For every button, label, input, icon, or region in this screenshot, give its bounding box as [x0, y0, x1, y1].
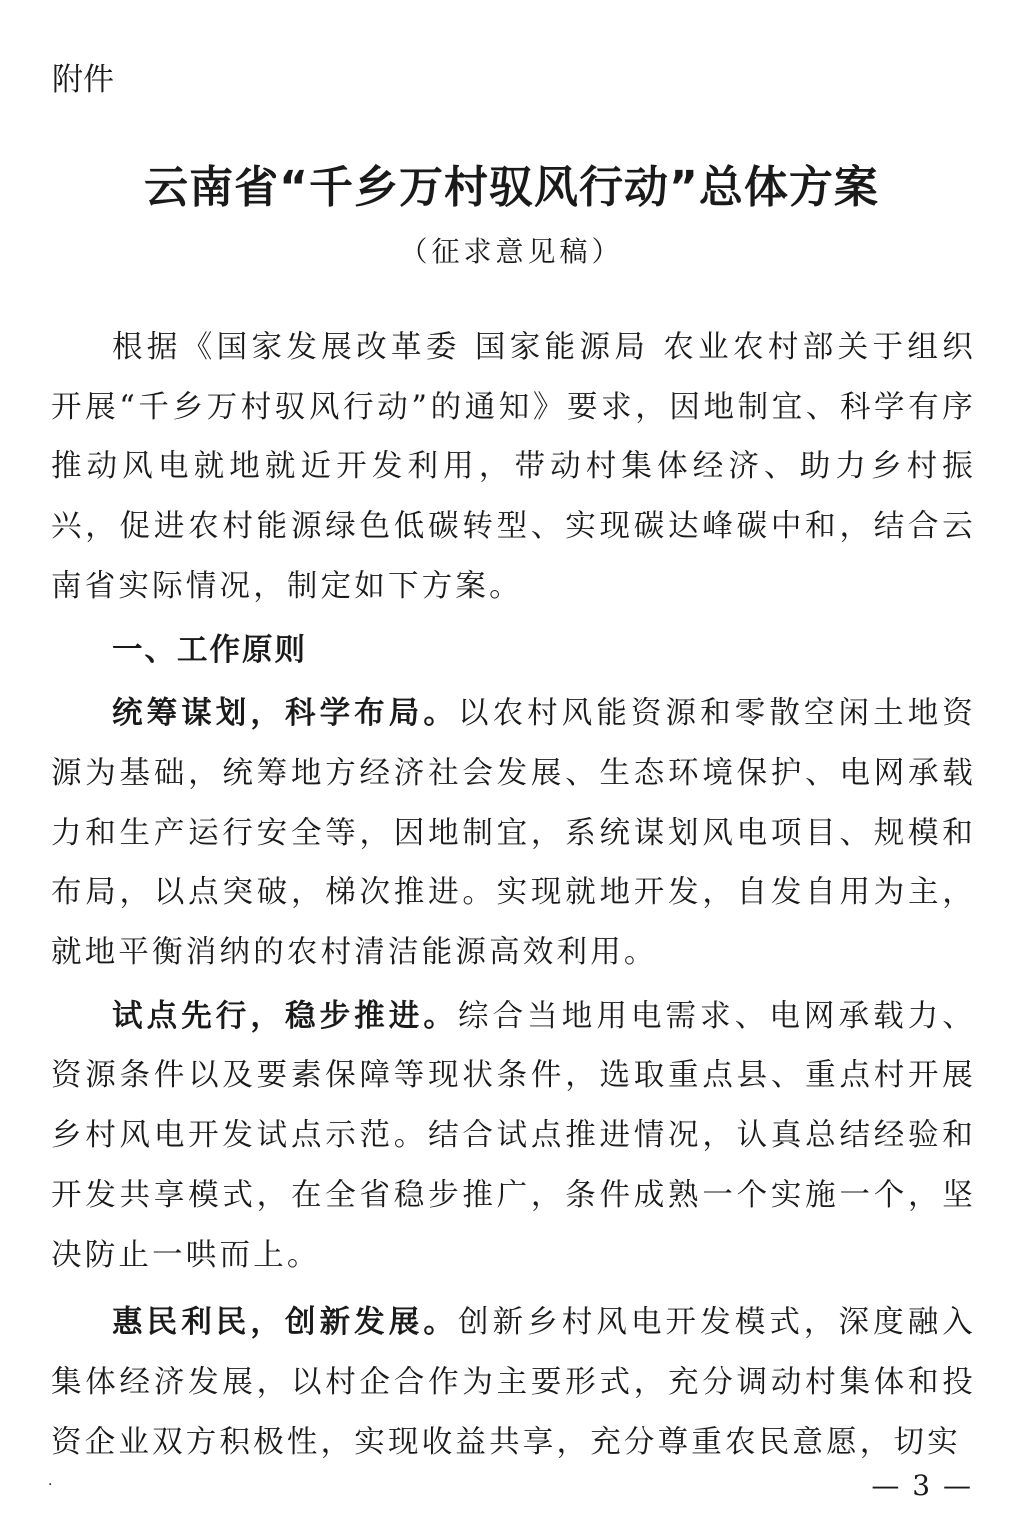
intro-paragraph: 根据《国家发展改革委 国家能源局 农业农村部关于组织开展“千乡万村驭风行动”的通知》要求，因地制宜、科学有序推动风电就地就近开发利用，带动村集体经济、助力乡村振兴，促进农村能源绿色低碳转型、实现碳达峰碳中和，结合云南省实际情况，制定如下方案。: [51, 330, 976, 604]
attachment-label: 附件: [52, 62, 114, 98]
footer-dot: ·: [48, 1477, 53, 1493]
document-subtitle: （征求意见稿）: [399, 235, 624, 268]
principle-text: 综合当地用电需求、电网承载力、资源条件以及要素保障等现状条件，选取重点县、重点村开展乡村风电开发试点示范。结合试点推进情况，认真总结经验和开发共享模式，在全省稳步推广，条件成熟一个实施一个，坚决防止一哄而上。: [51, 998, 977, 1273]
principle-text: 创新乡村风电开发模式，深度融入集体经济发展，以村企合作为主要形式，充分调动村集体和投资企业双方积极性，实现收益共享，充分尊重农民意愿，切实: [51, 1305, 977, 1460]
principle-paragraph: [51, 1293, 976, 1472]
principle-lead: 试点先行，稳步推进。: [112, 998, 458, 1034]
document-body: [51, 318, 976, 1472]
principle-lead: 惠民利民，创新发展。: [112, 1305, 458, 1341]
document-title: 云南省“千乡万村驭风行动”总体方案: [144, 162, 879, 213]
principle-lead: 统筹谋划，科学布局。: [112, 696, 458, 732]
section-heading-principles: 一、工作原则: [112, 632, 307, 668]
principle-paragraph: [51, 987, 976, 1286]
page-number: — 3 —: [871, 1469, 973, 1502]
principle-paragraph: [51, 684, 976, 983]
principle-text: 以农村风能资源和零散空闲土地资源为基础，统筹地方经济社会发展、生态环境保护、电网承载力和生产运行安全等，因地制宜，系统谋划风电项目、规模和布局，以点突破，梯次推进。实现就地开发，自发自用为主，就地平衡消纳的农村清洁能源高效利用。: [51, 696, 977, 971]
